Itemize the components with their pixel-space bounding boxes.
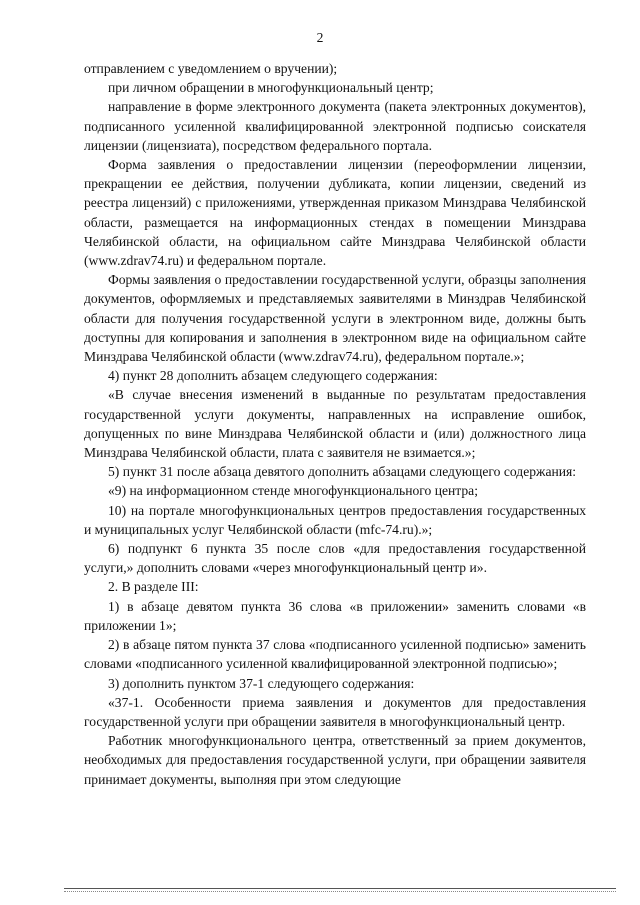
paragraph: Форма заявления о предоставлении лицензии (переоформлении лицензии, прекращении ее действия, получении дубликата, копии лицензии, сведений из реестра лицензий) с приложениями, утвержденная приказом Минздрава Челябинской области, размещается на информационных стендах в помещении Минздрава Челябинской области, на официальном сайте Минздрава Челябинской области (www.zdrav74.ru) и федеральном портале. (84, 157, 586, 269)
paragraph: 3) дополнить пунктом 37-1 следующего содержания: (108, 675, 415, 691)
bottom-rule (64, 888, 616, 889)
paragraph: 4) пункт 28 дополнить абзацем следующего содержания: (108, 368, 438, 384)
paragraph: Работник многофункционального центра, ответственный за прием документов, необходимых для предоставления государственной услуги, при обращении заявителя принимает документы, выполняя при этом следующие (84, 733, 586, 787)
bottom-rule-dotted (64, 891, 616, 892)
paragraph: 2) в абзаце пятом пункта 37 слова «подписанного усиленной подписью» заменить словами «подписанного усиленной квалифицированной электронной подписью»; (84, 637, 586, 672)
paragraph: 10) на портале многофункциональных центров предоставления государственных и муниципальных услуг Челябинской области (mfc-74.ru).»; (84, 502, 586, 537)
paragraph: 6) подпункт 6 пункта 35 после слов «для предоставления государственной услуги,» дополнить словами «через многофункциональный центр и». (84, 541, 586, 576)
paragraph: Формы заявления о предоставлении государственной услуги, образцы заполнения документов, оформляемых и представляемых заявителями в Минздрав Челябинской области для получения государственной услуги в электронном виде, должны быть доступны для копирования и заполнения в электронном виде на официальном сайте Минздрава Челябинской области (www.zdrav74.ru), федеральном портале.»; (84, 272, 586, 365)
paragraph: при личном обращении в многофункциональный центр; (108, 80, 434, 96)
page-number: 2 (316, 30, 324, 45)
document-body (84, 59, 586, 789)
paragraph: направление в форме электронного документа (пакета электронных документов), подписанного усиленной квалифицированной электронной подписью соискателя лицензии (лицензиата), посредством федерального портала. (84, 99, 586, 153)
paragraph: «В случае внесения изменений в выданные по результатам предоставления государственной услуги документы, направленных на исправление ошибок, допущенных по вине Минздрава Челябинской области и (или) должностного лица Минздрава Челябинской области, плата с заявителя не взимается.»; (84, 387, 586, 461)
paragraph: 2. В разделе III: (108, 579, 199, 595)
paragraph: «37-1. Особенности приема заявления и документов для предоставления государственной услуги при обращении заявителя в многофункциональный центр. (84, 694, 586, 729)
paragraph: 5) пункт 31 после абзаца девятого дополнить абзацами следующего содержания: (108, 464, 577, 480)
paragraph: «9) на информационном стенде многофункционального центра; (108, 483, 478, 499)
paragraph: 1) в абзаце девятом пункта 36 слова «в приложении» заменить словами «в приложении 1»; (84, 598, 586, 633)
paragraph: отправлением с уведомлением о вручении); (84, 61, 338, 76)
